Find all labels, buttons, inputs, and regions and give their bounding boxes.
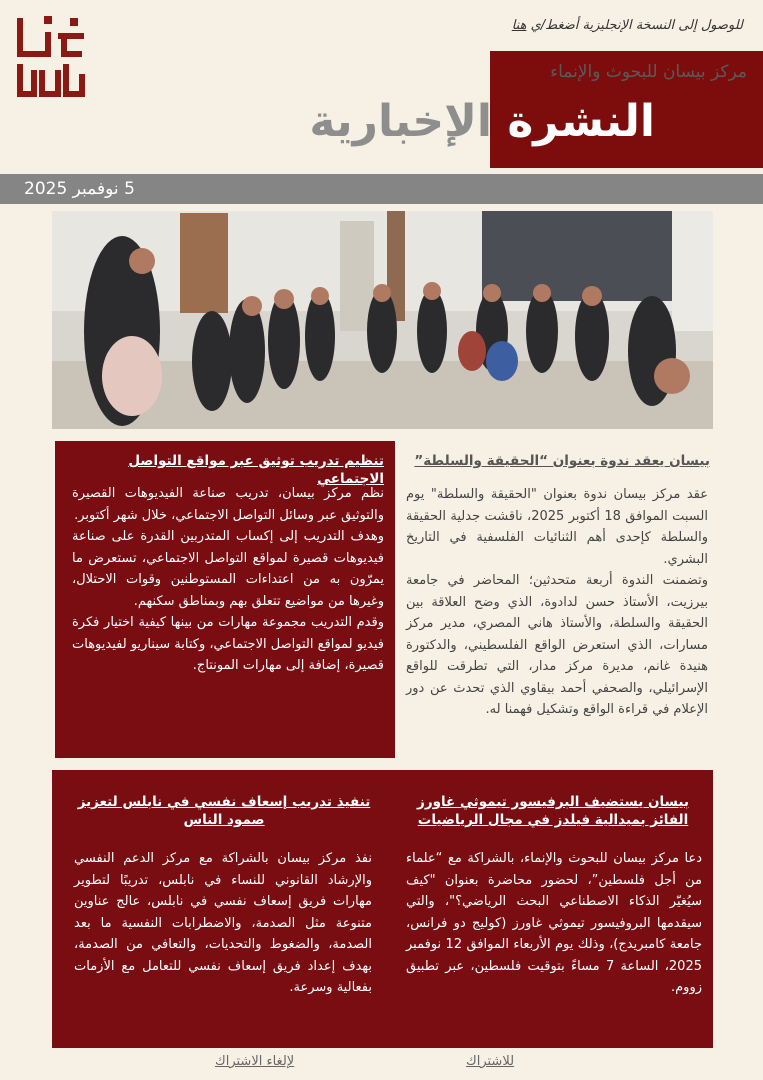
article-paragraph: عقد مركز بيسان ندوة بعنوان "الحقيقة والسلطة" يوم السبت الموافق 18 أكتوبر 2025، ناقشت جدلية الحقيقة والسلطة كإحدى أهم الثنائيات الفلسفية في التاريخ البشري. — [406, 487, 708, 567]
article-paragraph: وهدف التدريب إلى إكساب المتدربين القدرة على صناعة فيديوهات قصيرة لمواقع التواصل الاجتماعي، تستعرض ما يمرّون به من اعتداءات المستوطنين وقوات الاحتلال، وغيرها من مواضيع تتعلق بهم وبمناطق سكنهم. — [72, 529, 384, 609]
article-paragraph: وتضمنت الندوة أربعة متحدثين؛ المحاضر في جامعة بيرزيت، الأستاذ حسن لدادوة، الذي وضح العلاقة بين الحقيقة والسلطة، والأستاذ هاني المصري، مدير مركز مسارات، الذي استعرض الواقع الفلسطيني، والدكتورة هنيدة غانم، مديرة مركز مدار، التي تطرقت للواقع الإسرائيلي، والصحفي أحمد بيقاوي الذي تحدث عن دور الإعلام في قراءة الواقع وتشكيل فهمنا له. — [406, 573, 708, 717]
article-body — [406, 484, 708, 721]
article-paragraph: نفذ مركز بيسان بالشراكة مع مركز الدعم النفسي والإرشاد القانوني للنساء في نابلس، تدريبًا لتطوير مهارات فريق إسعاف نفسي في نابلس، عالج عناوين متنوعة مثل الصدمة، والاضطرابات النفسية ما بعد الصدمة، والضغوط والتحديات، والتعافي من الصدمة، بهدف إعداد فريق إسعاف نفسي للتعامل مع الأزمات بفعالية وسرعة. — [74, 851, 372, 995]
article-paragraph: وقدم التدريب مجموعة مهارات من بينها كيفية اختيار فكرة فيديو لمواقع التواصل الاجتماعي، وكتابة سيناريو لفيديوهات قصيرة، إضافة إلى مهارات المونتاج. — [72, 615, 384, 673]
org-name: مركز بيسان للبحوث والإنماء — [550, 62, 747, 82]
bisan-logo — [14, 14, 88, 98]
article-title: تنظيم تدريب توثيق عبر مواقع التواصل الاجتماعي — [128, 453, 384, 487]
subscribe-link[interactable]: للاشتراك — [466, 1054, 515, 1069]
issue-date: 5 نوفمبر 2025 — [24, 179, 135, 199]
english-link-anchor[interactable]: هنا — [511, 18, 527, 33]
newsletter-title — [195, 92, 655, 152]
article-paragraph: دعا مركز بيسان للبحوث والإنماء، بالشراكة مع “علماء من أجل فلسطين”، لحضور محاضرة بعنوان "كيف سيُغيّر الذكاء الاصطناعي البحث الرياضي؟"، والتي سيقدمها البروفيسور تيموثي غاورز (كوليج دو فرانس، جامعة كامبريدج)، وذلك يوم الأربعاء الموافق 12 نوفمبر 2025، الساعة 7 مساءً بتوقيت فلسطين، عبر تطبيق زووم. — [406, 851, 702, 995]
article-body — [406, 848, 702, 999]
title-word-news: الإخبارية — [309, 96, 492, 147]
article-title: بيسان يعقد ندوة بعنوان “الحقيقة والسلطة” — [414, 453, 710, 469]
seminar-photo — [52, 211, 713, 429]
article-paragraph: نظم مركز بيسان، تدريب صناعة الفيديوهات القصيرة والتوثيق عبر وسائل التواصل الاجتماعي، خلال شهر أكتوبر. — [72, 486, 384, 523]
article-title: تنفيذ تدريب إسعاف نفسي في نابلس لتعزيز صمود الناس — [77, 794, 371, 828]
article-body — [74, 848, 372, 999]
article-body — [72, 483, 384, 677]
english-version-link[interactable] — [323, 18, 743, 33]
title-word-newsletter: النشرة — [507, 96, 655, 147]
unsubscribe-link[interactable]: لإلغاء الاشتراك — [215, 1054, 295, 1069]
english-link-text: للوصول إلى النسخة الإنجليزية أضغط/ي — [526, 18, 743, 33]
article-title: بيسان يستضيف البرفيسور تيموثي غاورز الفائز بميدالية فيلدز في مجال الرياضيات — [417, 794, 689, 828]
